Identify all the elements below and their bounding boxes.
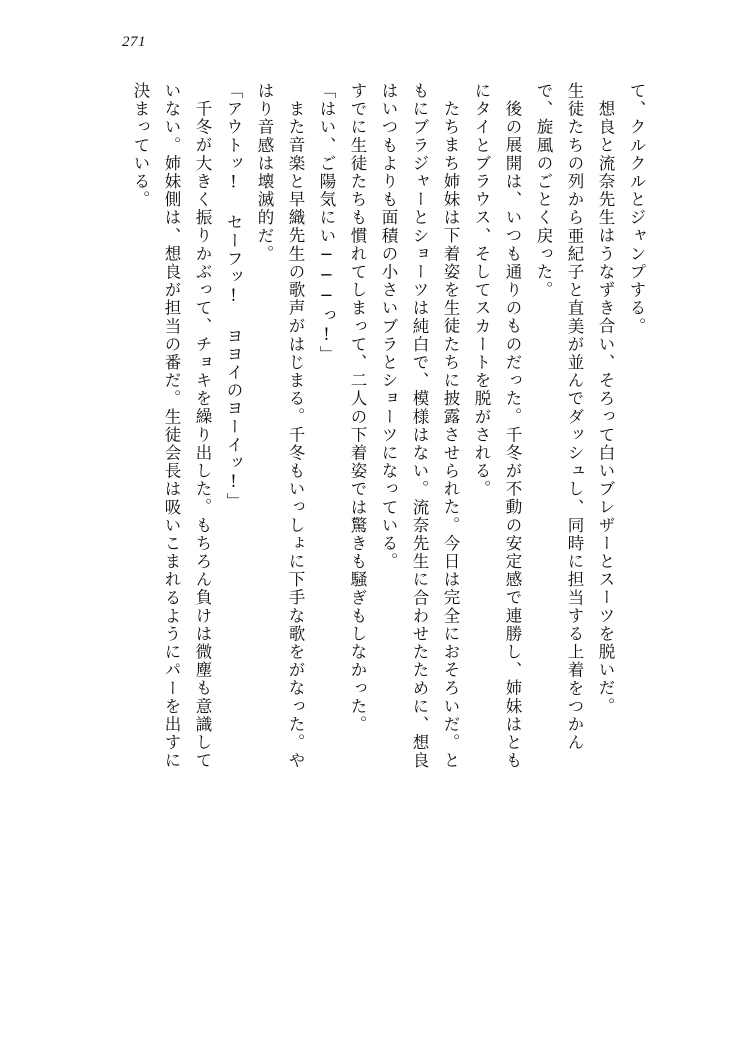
page-number: 271 [122,34,146,50]
text-line: はいつもよりも面積の小さいブラとショーツになっている。 [379,82,398,571]
text-line: もにブラジャーとショーツは純白で、模様はない。流奈先生に合わせたために、想良 [410,82,429,770]
text-line: 「はい、ご陽気にい───っ!」 [317,82,336,364]
vertical-body-text [92,82,652,962]
text-line: はり音感は壊滅的だ。 [255,82,274,263]
text-line: 後の展開は、いつも通りのものだった。千冬が不動の安定感で連勝し、姉妹はとも [503,100,522,770]
text-line: 想良と流奈先生はうなずき合い、そろって白いブレザーとスーツを脱いだ。 [596,100,615,716]
text-line: 「アウトッ! セーフッ! ヨヨイのヨーイッ!」 [224,82,243,511]
text-line: で、旋風のごとく戻った。 [534,82,553,300]
text-line: 千冬が大きく振りかぶって、チョキを繰り出した。もちろん負けは微塵も意識して [193,100,212,770]
text-line: すでに生徒たちも慣れてしまって、二人の下着姿では驚きも騒ぎもしなかった。 [348,82,367,734]
text-line: たちまち姉妹は下着姿を生徒たちに披露させられた。今日は完全におそろいだ。と [441,100,460,770]
text-line: 生徒たちの列から亜紀子と直美が並んでダッシュし、同時に担当する上着をつかん [565,82,584,752]
text-line: 決まっている。 [131,82,150,209]
text-line: いない。姉妹側は、想良が担当の番だ。生徒会長は吸いこまれるようにパーを出すに [162,82,181,770]
text-line: また音楽と早織先生の歌声がはじまる。千冬もいっしょに下手な歌をがなった。や [286,100,305,770]
text-line: にタイとブラウス、そしてスカートを脱がされる。 [472,82,491,499]
text-line: て、クルクルとジャンプする。 [627,82,646,336]
